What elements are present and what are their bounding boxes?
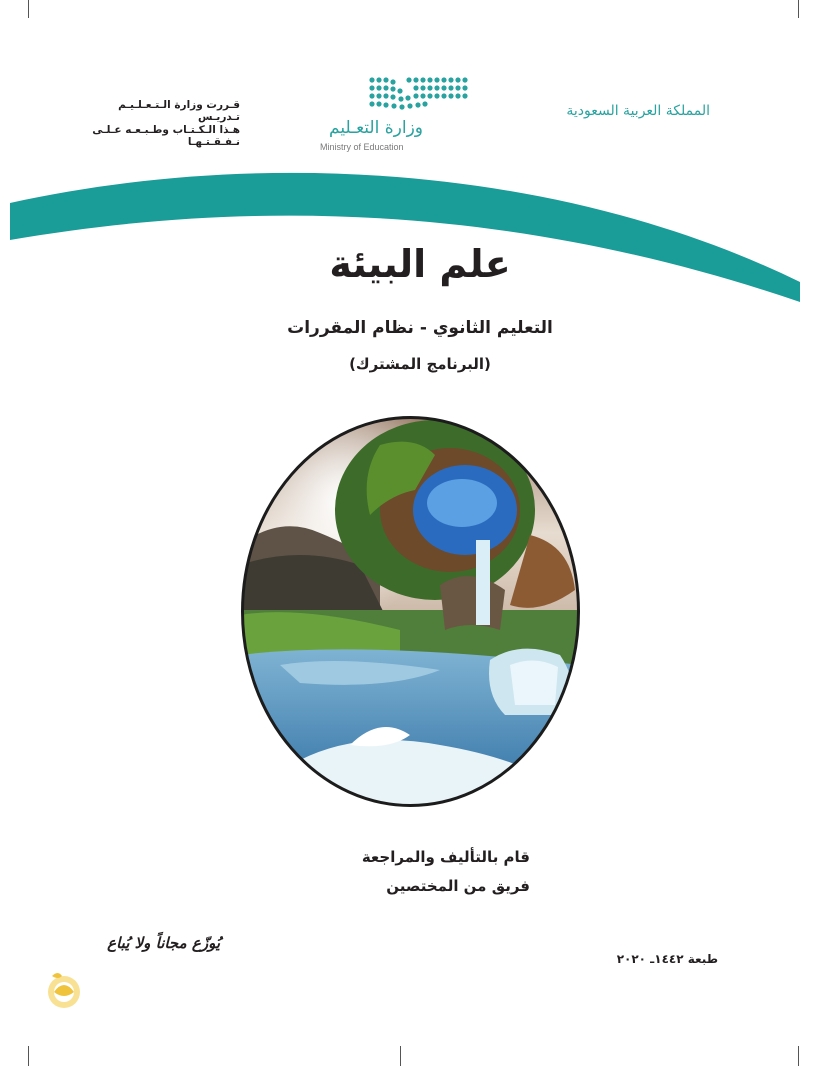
crop-mark bbox=[798, 1046, 799, 1066]
crop-mark bbox=[400, 1046, 401, 1066]
crop-mark bbox=[798, 0, 799, 18]
decree-line-1: قـررت وزارة الـتـعـلـيـم تـدريـس bbox=[118, 99, 240, 123]
publisher-logo bbox=[44, 968, 84, 1012]
book-title: علم البيئة bbox=[329, 242, 511, 286]
crop-mark bbox=[28, 1046, 29, 1066]
teal-swoosh-band bbox=[0, 160, 827, 310]
ministry-name-english: Ministry of Education bbox=[320, 142, 404, 152]
crop-mark bbox=[28, 0, 29, 18]
kingdom-name: المملكة العربية السعودية bbox=[566, 103, 710, 119]
program-label: (البرنامج المشترك) bbox=[349, 355, 491, 373]
edition-label: طبعة ١٤٤٢ـ ٢٠٢٠ bbox=[616, 952, 718, 966]
authorship-team: فريق من المختصين bbox=[386, 877, 530, 895]
book-subtitle: التعليم الثانوي - نظام المقررات bbox=[287, 318, 553, 338]
decree-line-2: هـذا الـكـتـاب وطـبـعـه عـلـى نـفـقـتـهـا bbox=[92, 124, 240, 148]
ministry-name-arabic: وزارة التعـليم bbox=[329, 118, 423, 138]
free-distribution-note: يُوزّع مجاناً ولا يُباع bbox=[107, 934, 220, 952]
environment-globe-illustration bbox=[240, 415, 581, 808]
authorship-label: قام بالتأليف والمراجعة bbox=[361, 848, 530, 866]
